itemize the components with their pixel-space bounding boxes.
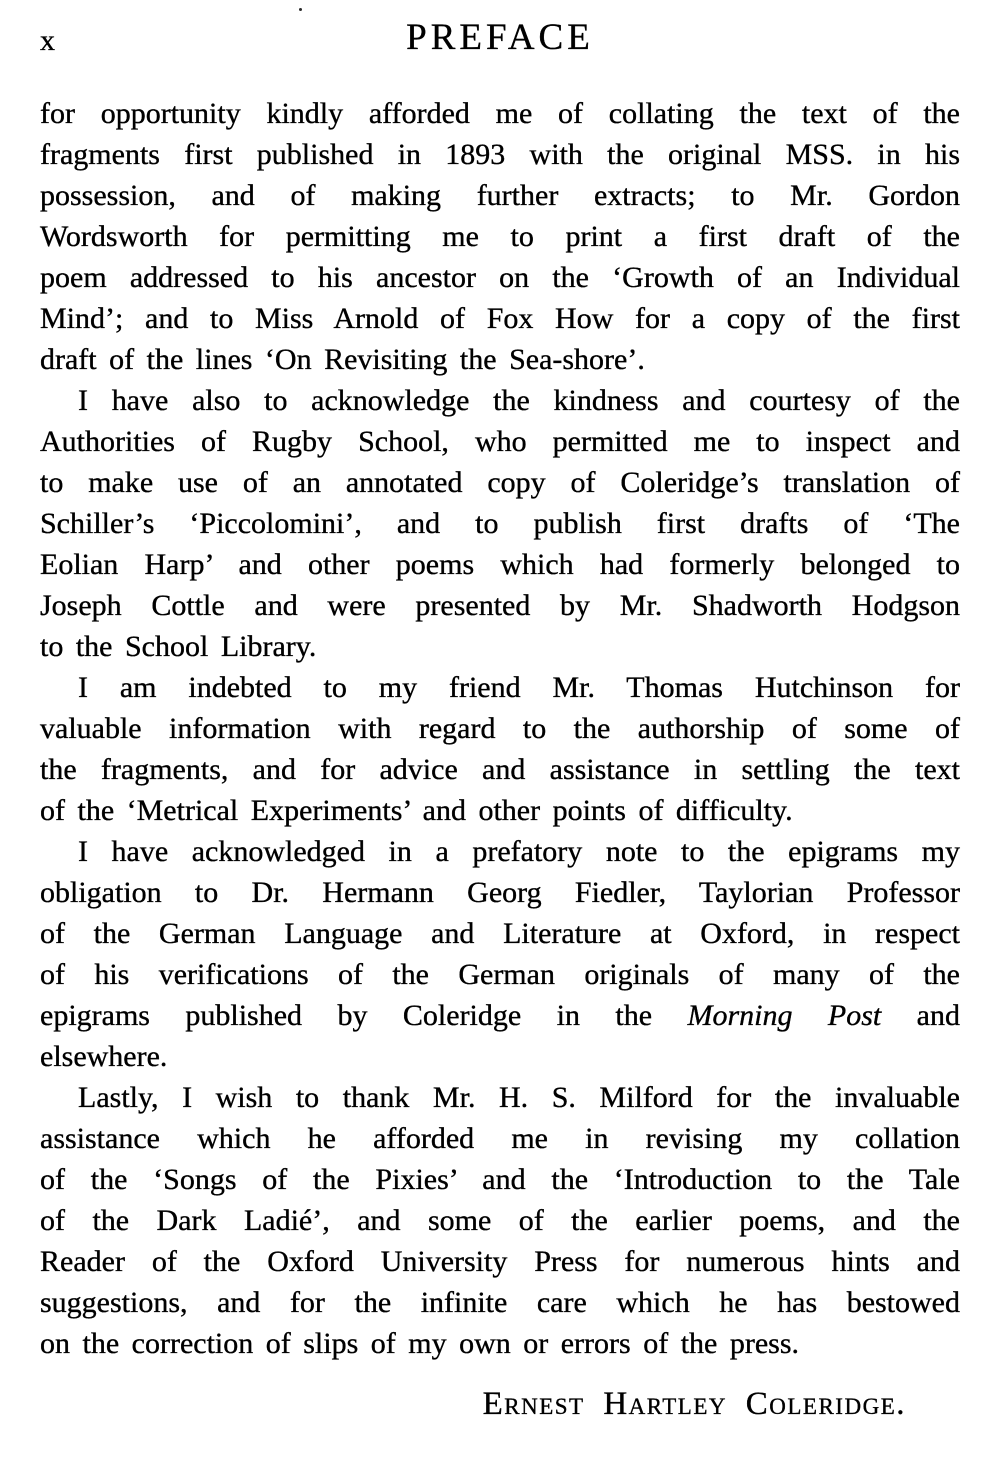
scan-speckle (299, 8, 302, 11)
page-number: x (40, 24, 55, 57)
paragraph (40, 93, 960, 380)
paragraph (40, 831, 960, 1077)
text-line: of the ‘Metrical Experiments’ and other points of difficulty. (40, 794, 793, 827)
text-line: I have also to acknowledge the kindness and courtesy of the (78, 384, 960, 417)
paragraph (40, 1077, 960, 1364)
text-line: of the German Language and Literature at Oxford, in respect (40, 917, 960, 950)
text-line: of the Dark Ladié’, and some of the earlier poems, and the (40, 1204, 960, 1237)
text-line: I have acknowledged in a prefatory note to the epigrams my (78, 835, 960, 868)
text-line: suggestions, and for the infinite care which he has bestowed (40, 1286, 960, 1319)
text-line: on the correction of slips of my own or errors of the press. (40, 1327, 799, 1360)
text-line: Schiller’s ‘Piccolomini’, and to publish first drafts of ‘The (40, 507, 960, 540)
author-signature: Ernest Hartley Coleridge. (482, 1386, 906, 1422)
text-line: Authorities of Rugby School, who permitted me to inspect and (40, 425, 960, 458)
text-line: the fragments, and for advice and assistance in settling the text (40, 753, 960, 786)
text-line: epigrams published by Coleridge in the Morning Post and (40, 999, 960, 1032)
text-line: Wordsworth for permitting me to print a first draft of the (40, 220, 960, 253)
text-line: poem addressed to his ancestor on the ‘Growth of an Individual (40, 261, 960, 294)
italic-text: Morning Post (687, 999, 882, 1032)
text-line: Joseph Cottle and were presented by Mr. Shadworth Hodgson (40, 589, 960, 622)
paragraph (40, 380, 960, 667)
text-line: to the School Library. (40, 630, 317, 663)
text-line: for opportunity kindly afforded me of collating the text of the (40, 97, 960, 130)
text-line: obligation to Dr. Hermann Georg Fiedler, Taylorian Professor (40, 876, 960, 909)
text-line: elsewhere. (40, 1040, 168, 1073)
text-line: of the ‘Songs of the Pixies’ and the ‘Introduction to the Tale (40, 1163, 960, 1196)
text-line: valuable information with regard to the authorship of some of (40, 712, 960, 745)
body-text (40, 93, 960, 1364)
text-line: draft of the lines ‘On Revisiting the Sea-shore’. (40, 343, 645, 376)
text-line: Reader of the Oxford University Press for numerous hints and (40, 1245, 960, 1278)
text-line: Lastly, I wish to thank Mr. H. S. Milford for the invaluable (78, 1081, 960, 1114)
text-line: to make use of an annotated copy of Coleridge’s translation of (40, 466, 960, 499)
page-title: PREFACE (406, 17, 594, 58)
text-line: of his verifications of the German originals of many of the (40, 958, 960, 991)
text-line: fragments first published in 1893 with the original MSS. in his (40, 138, 960, 171)
paragraph (40, 667, 960, 831)
text-line: Eolian Harp’ and other poems which had formerly belonged to (40, 548, 960, 581)
text-line: assistance which he afforded me in revising my collation (40, 1122, 960, 1155)
text-line: I am indebted to my friend Mr. Thomas Hutchinson for (78, 671, 960, 704)
text-line: Mind’; and to Miss Arnold of Fox How for a copy of the first (40, 302, 960, 335)
text-line: possession, and of making further extracts; to Mr. Gordon (40, 179, 960, 212)
running-head (40, 16, 960, 66)
